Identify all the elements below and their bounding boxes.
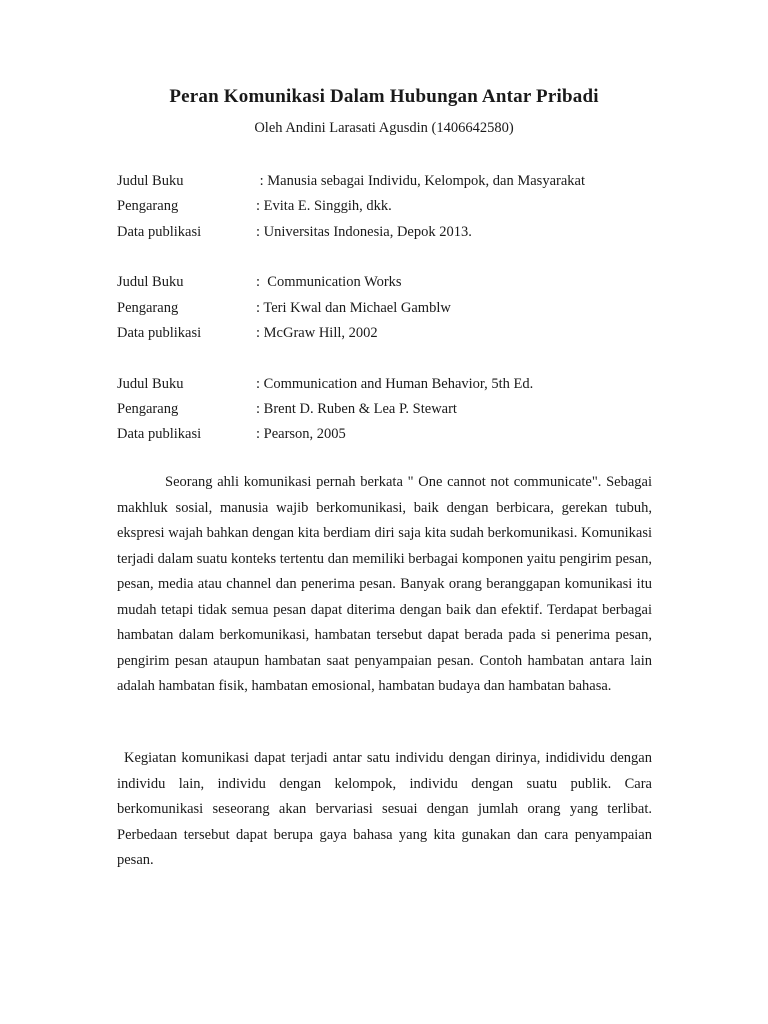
book-author-row [117,397,657,422]
book-publication-label: Data publikasi [117,324,202,341]
book-publication-value: : McGraw Hill, 2002 [256,324,378,341]
body-paragraph-1: Seorang ahli komunikasi pernah berkata " One cannot not communicate". Sebagai makhluk sosial, manusia wajib berkomunikasi, baik dengan berbicara, gerekan tubuh, ekspresi wajah bahkan dengan kita berdiam diri saja kita sudah berkomunikasi. Komunikasi terjadi dalam suatu konteks tertentu dan memiliki berbagai komponen yaitu pengirim pesan, pesan, media atau channel dan penerima pesan. Banyak orang beranggapan komunikasi itu mudah tetapi tidak semua pesan dapat diterima dengan baik dan efektif. Terdapat berbagai hambatan dalam berkomunikasi, hambatan tersebut dapat berada pada si penerima pesan, pengirim pesan ataupun hambatan saat penyampaian pesan. Contoh hambatan antara lain adalah hambatan fisik, hambatan emosional, hambatan budaya dan hambatan bahasa. [117,474,652,694]
book-title-row [117,372,657,397]
book-author-label: Pengarang [117,401,179,418]
book-title-label: Judul Buku [117,274,184,291]
book-author-value: : Teri Kwal dan Michael Gamblw [256,299,451,316]
book-publication-value: : Pearson, 2005 [256,426,346,443]
book-publication-row [117,220,657,245]
book-publication-row [117,422,657,447]
book-reference [117,169,657,245]
book-title-label: Judul Buku [117,375,184,392]
book-publication-label: Data publikasi [117,426,202,443]
book-title-value: : Communication and Human Behavior, 5th Ed. [256,375,534,392]
book-title-row [117,270,657,295]
author-line: Oleh Andini Larasati Agusdin (1406642580) [254,120,514,136]
book-author-row [117,194,657,219]
book-author-row [117,296,657,321]
book-author-value: : Evita E. Singgih, dkk. [256,198,392,215]
book-publication-value: : Universitas Indonesia, Depok 2013. [256,223,472,240]
book-author-label: Pengarang [117,299,179,316]
book-publication-label: Data publikasi [117,223,202,240]
book-title-row [117,169,657,194]
book-author-value: : Brent D. Ruben & Lea P. Stewart [256,401,457,418]
book-title-label: Judul Buku [117,173,184,189]
book-reference [117,372,657,448]
book-author-label: Pengarang [117,198,179,215]
book-title-value: : Communication Works [256,274,402,291]
book-references [117,169,657,473]
book-publication-row [117,321,657,346]
book-title-value: : Manusia sebagai Individu, Kelompok, dan Masyarakat [256,173,585,189]
book-reference [117,270,657,346]
body-paragraph-2: Kegiatan komunikasi dapat terjadi antar satu individu dengan dirinya, indidividu dengan individu lain, individu dengan kelompok, individu dengan suatu publik. Cara berkomunikasi seseorang akan bervariasi sesuai dengan jumlah orang yang terlibat. Perbedaan tersebut dapat berupa gaya bahasa yang kita gunakan dan cara penyampaian pesan. [117,750,652,868]
document-title: Peran Komunikasi Dalam Hubungan Antar Pribadi [169,86,599,107]
